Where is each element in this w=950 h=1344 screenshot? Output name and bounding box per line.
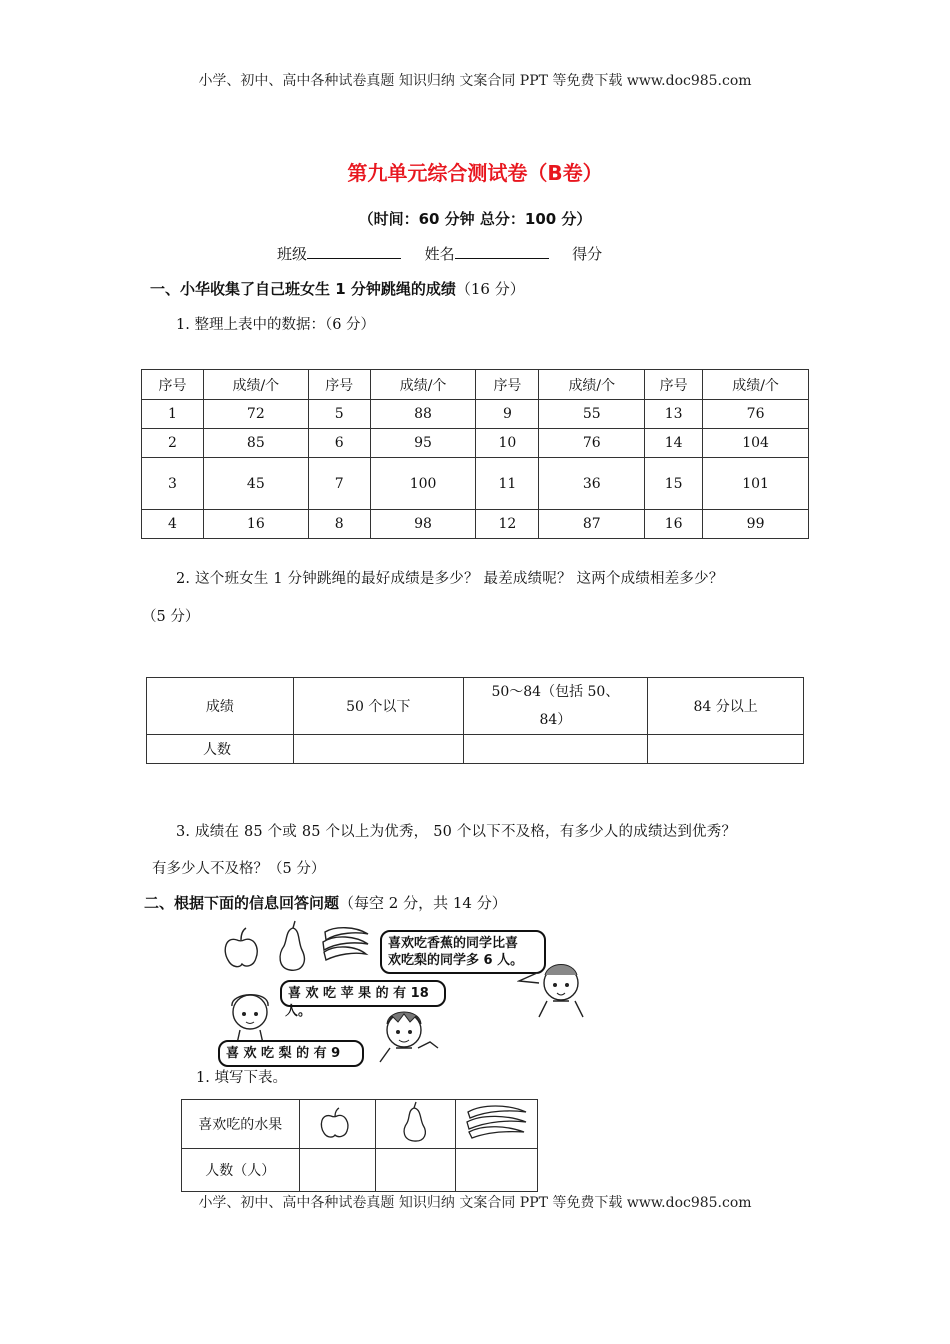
table-cell: 76 [539,429,645,458]
table-cell: 1 [142,400,204,429]
table-row [142,458,809,510]
table-cell: 45 [203,458,308,510]
answer-cell[interactable] [376,1149,456,1192]
header-cell: 序号 [308,370,370,400]
boy-character-right [517,955,597,1025]
header-cell: 序号 [476,370,539,400]
header-cell: 成绩/个 [539,370,645,400]
header-cell: 成绩/个 [703,370,809,400]
table-row [142,510,809,539]
exam-subtitle: （时间：60 分钟 总分：100 分） [358,210,592,228]
name-label: 姓名 [424,245,455,263]
s1-question-2: 2. 这个班女生 1 分钟跳绳的最好成绩是多少？ 最差成绩呢？ 这两个成绩相差多少？ [176,571,724,587]
table-cell: 人数 [147,735,294,764]
apple-icon [317,1104,357,1140]
table-cell: 人数（人） [182,1149,300,1192]
table-row [182,1149,538,1192]
answer-cell[interactable] [648,735,804,764]
table-cell: 2 [142,429,204,458]
header-cell: 序号 [142,370,204,400]
table-cell: 87 [539,510,645,539]
table-row [147,735,804,764]
table-row [142,400,809,429]
table-cell: 3 [142,458,204,510]
bubble-apple-tail-text: 人。 [285,1004,312,1019]
section1-heading [150,278,525,299]
banana-icon [323,928,368,960]
s1-question-3: 3. 成绩在 85 个或 85 个以上为优秀， 50 个以下不及格，有多少人的成绩达到优秀？ [176,824,737,840]
answer-cell[interactable] [456,1149,538,1192]
table-cell: 15 [645,458,703,510]
section2-title: 二、根据下面的信息回答问题 [144,894,340,912]
pear-icon [396,1100,436,1144]
table-row [142,429,809,458]
table-cell: 76 [703,400,809,429]
apple-icon [225,928,257,967]
table-cell: 99 [703,510,809,539]
table-cell: 6 [308,429,370,458]
table-cell: 5 [308,400,370,429]
bubble-pear-text: 喜 欢 吃 梨 的 有 9 [226,1046,341,1061]
score-label: 得分 [572,245,603,263]
table-cell: 36 [539,458,645,510]
table-cell: 16 [203,510,308,539]
score-distribution-table [146,677,804,764]
answer-cell[interactable] [463,735,648,764]
table-cell: 成绩 [147,678,294,735]
student-info [277,243,602,264]
fruit-illustration [220,918,370,974]
s1-question-1: 1. 整理上表中的数据：（6 分） [176,317,376,333]
bubble-apple-text: 喜 欢 吃 苹 果 的 有 18 [288,986,429,1001]
table-cell: 4 [142,510,204,539]
answer-cell[interactable] [293,735,463,764]
page-footer: 小学、初中、高中各种试卷真题 知识归纳 文案合同 PPT 等免费下载 www.doc985.com [198,1195,752,1211]
boy-character-center [372,1004,444,1074]
table-cell: 100 [370,458,476,510]
table-cell: 101 [703,458,809,510]
table-cell: 72 [203,400,308,429]
section1-title: 一、小华收集了自己班女生 1 分钟跳绳的成绩 [150,280,456,298]
answer-cell[interactable] [299,1149,376,1192]
table-cell: 10 [476,429,539,458]
apple-cell [299,1100,376,1149]
table-cell: 8 [308,510,370,539]
pear-icon [280,921,304,970]
name-field[interactable] [455,244,549,259]
table-cell: 16 [645,510,703,539]
range-label-line2: 84） [539,712,572,728]
table-cell: 85 [203,429,308,458]
table-cell: 13 [645,400,703,429]
range-label-line1: 50～84（包括 50、 [491,684,620,700]
header-cell: 成绩/个 [203,370,308,400]
header-cell: 成绩/个 [370,370,476,400]
table-cell: 9 [476,400,539,429]
class-field[interactable] [307,244,401,259]
table-cell: 12 [476,510,539,539]
speech-bubble-pear [218,1040,364,1067]
table-cell [463,678,648,735]
class-label: 班级 [277,245,308,263]
s1-question-3-line2: 有多少人不及格？（5 分） [152,861,326,877]
pear-cell [376,1100,456,1149]
page-header: 小学、初中、高中各种试卷真题 知识归纳 文案合同 PPT 等免费下载 www.doc985.com [198,73,752,89]
table-cell: 98 [370,510,476,539]
bubble-banana-line2: 欢吃梨的同学多 6 人。 [388,953,524,968]
table-cell: 50 个以下 [293,678,463,735]
bubble-banana-line1: 喜欢吃香蕉的同学比喜 [388,936,519,951]
s1-question-2-points: （5 分） [142,609,200,625]
table-row [182,1100,538,1149]
section2-points: （每空 2 分，共 14 分） [339,894,507,912]
table-cell: 喜欢吃的水果 [182,1100,300,1149]
header-cell: 序号 [645,370,703,400]
table-header-row [142,370,809,400]
section2-heading [144,892,507,913]
s2-question-1: 1. 填写下表。 [196,1070,287,1086]
table-cell: 55 [539,400,645,429]
banana-cell [456,1100,538,1149]
banana-icon [464,1102,530,1142]
table-cell: 95 [370,429,476,458]
table-cell: 84 分以上 [648,678,804,735]
jump-rope-scores-table [141,369,809,539]
table-cell: 11 [476,458,539,510]
fruit-preference-table [181,1099,538,1192]
table-cell: 88 [370,400,476,429]
page-title: 第九单元综合测试卷（B卷） [347,161,603,185]
section1-points: （16 分） [455,280,525,298]
table-cell: 7 [308,458,370,510]
table-cell: 14 [645,429,703,458]
table-row [147,678,804,735]
table-cell: 104 [703,429,809,458]
